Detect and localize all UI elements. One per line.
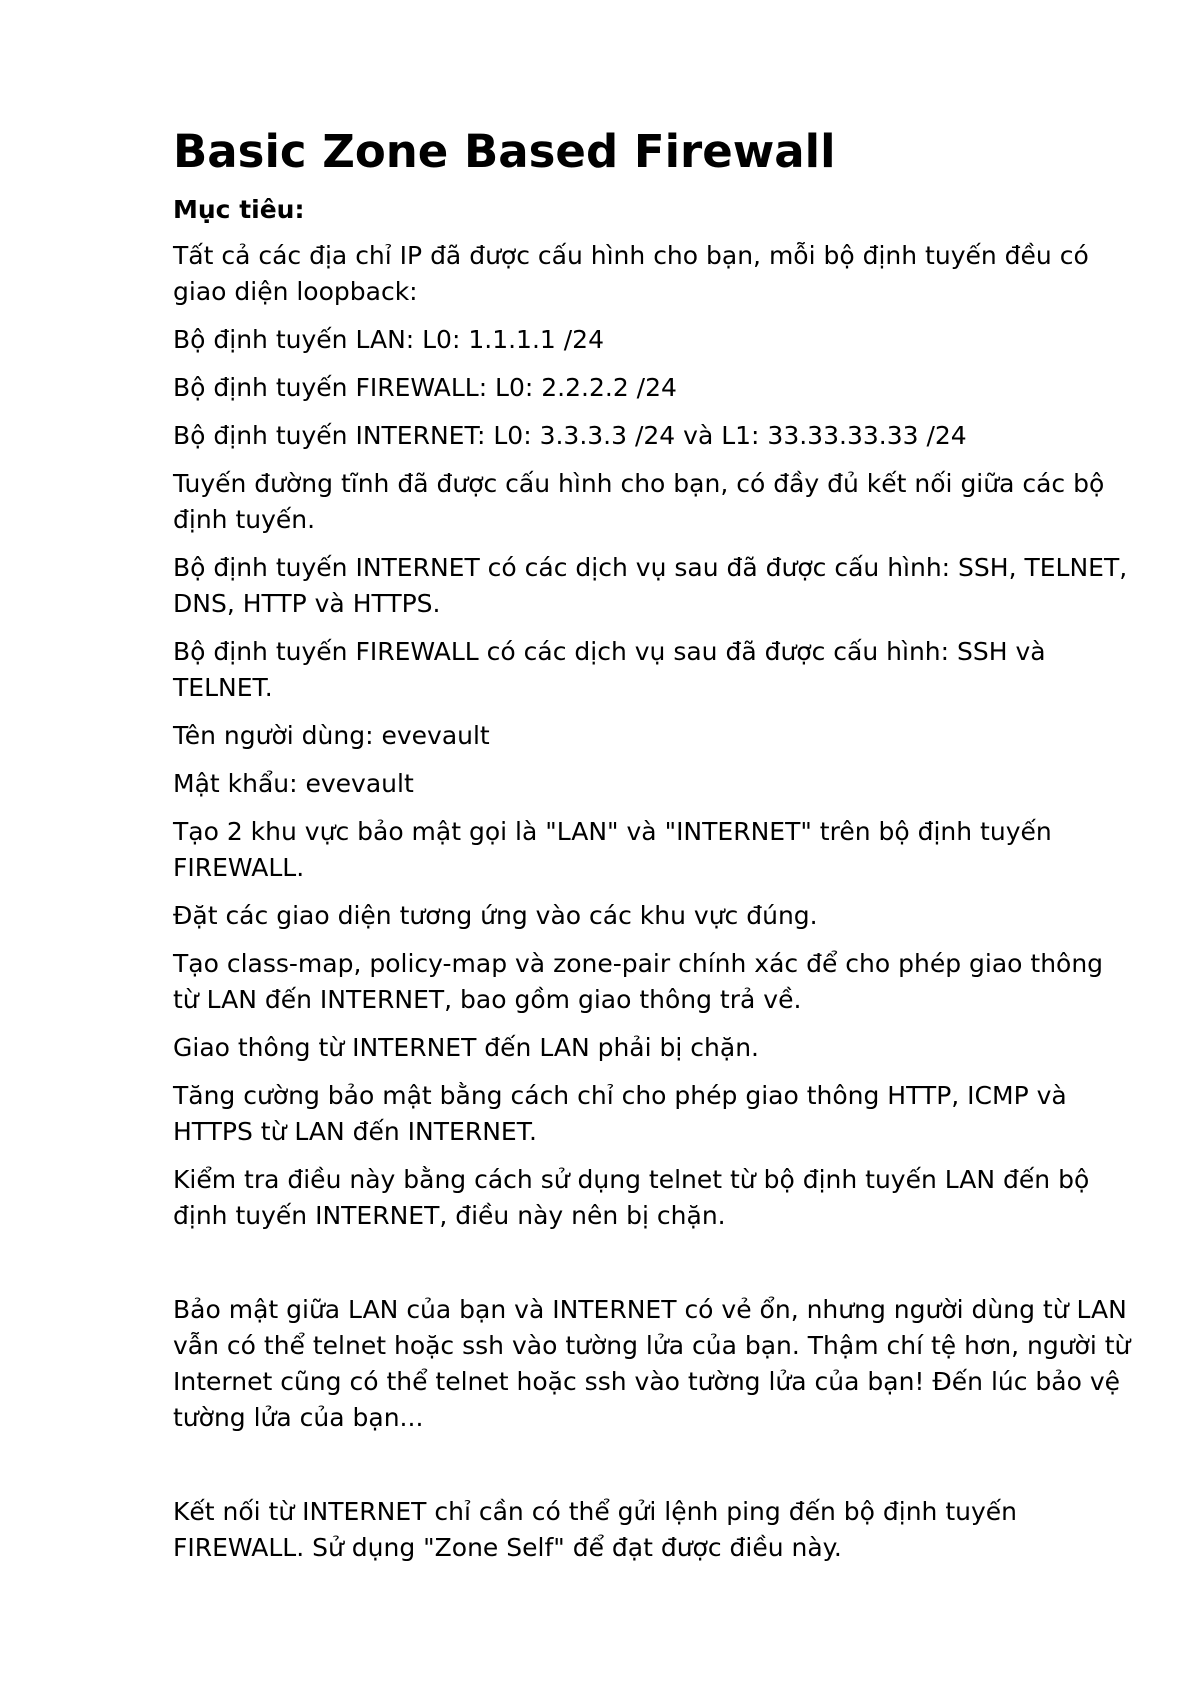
paragraph-password: Mật khẩu: evevault xyxy=(173,769,414,798)
paragraph-lan-router: Bộ định tuyến LAN: L0: 1.1.1.1 /24 xyxy=(173,325,604,354)
paragraph-create-policy: Tạo class-map, policy-map và zone-pair chính xác để cho phép giao thông từ LAN đến INTERNET, bao gồm giao thông trả về. xyxy=(173,949,1104,1014)
paragraph-firewall-services: Bộ định tuyến FIREWALL có các dịch vụ sau đã được cấu hình: SSH và TELNET. xyxy=(173,637,1046,702)
paragraph-static-routes: Tuyến đường tĩnh đã được cấu hình cho bạn, có đầy đủ kết nối giữa các bộ định tuyến. xyxy=(173,469,1105,534)
paragraph-block-inbound: Giao thông từ INTERNET đến LAN phải bị chặn. xyxy=(173,1033,759,1062)
paragraph-zone-self: Kết nối từ INTERNET chỉ cần có thể gửi lệnh ping đến bộ định tuyến FIREWALL. Sử dụng "Zone Self" để đạt được điều này. xyxy=(173,1497,1017,1562)
paragraph-ip-config: Tất cả các địa chỉ IP đã được cấu hình cho bạn, mỗi bộ định tuyến đều có giao diện loopback: xyxy=(173,241,1089,306)
paragraph-internet-router: Bộ định tuyến INTERNET: L0: 3.3.3.3 /24 và L1: 33.33.33.33 /24 xyxy=(173,421,967,450)
paragraph-create-zones: Tạo 2 khu vực bảo mật gọi là "LAN" và "INTERNET" trên bộ định tuyến FIREWALL. xyxy=(173,817,1052,882)
objective-label: Mục tiêu: xyxy=(173,195,305,224)
paragraph-firewall-exposure: Bảo mật giữa LAN của bạn và INTERNET có vẻ ổn, nhưng người dùng từ LAN vẫn có thể telnet hoặc ssh vào tường lửa của bạn. Thậm chí tệ hơn, người từ Internet cũng có thể telnet hoặc ssh vào tường lửa của bạn! Đến lúc bảo vệ tường lửa của bạn... xyxy=(173,1295,1131,1432)
paragraph-assign-interfaces: Đặt các giao diện tương ứng vào các khu vực đúng. xyxy=(173,901,818,930)
document-title: Basic Zone Based Firewall xyxy=(173,125,836,178)
paragraph-internet-services: Bộ định tuyến INTERNET có các dịch vụ sau đã được cấu hình: SSH, TELNET, DNS, HTTP và HTTPS. xyxy=(173,553,1128,618)
document-page xyxy=(173,118,1133,1578)
paragraph-test-telnet: Kiểm tra điều này bằng cách sử dụng telnet từ bộ định tuyến LAN đến bộ định tuyến INTERNET, điều này nên bị chặn. xyxy=(173,1165,1090,1230)
paragraph-harden-security: Tăng cường bảo mật bằng cách chỉ cho phép giao thông HTTP, ICMP và HTTPS từ LAN đến INTERNET. xyxy=(173,1081,1067,1146)
paragraph-username: Tên người dùng: evevault xyxy=(173,721,490,750)
paragraph-firewall-router: Bộ định tuyến FIREWALL: L0: 2.2.2.2 /24 xyxy=(173,373,677,402)
